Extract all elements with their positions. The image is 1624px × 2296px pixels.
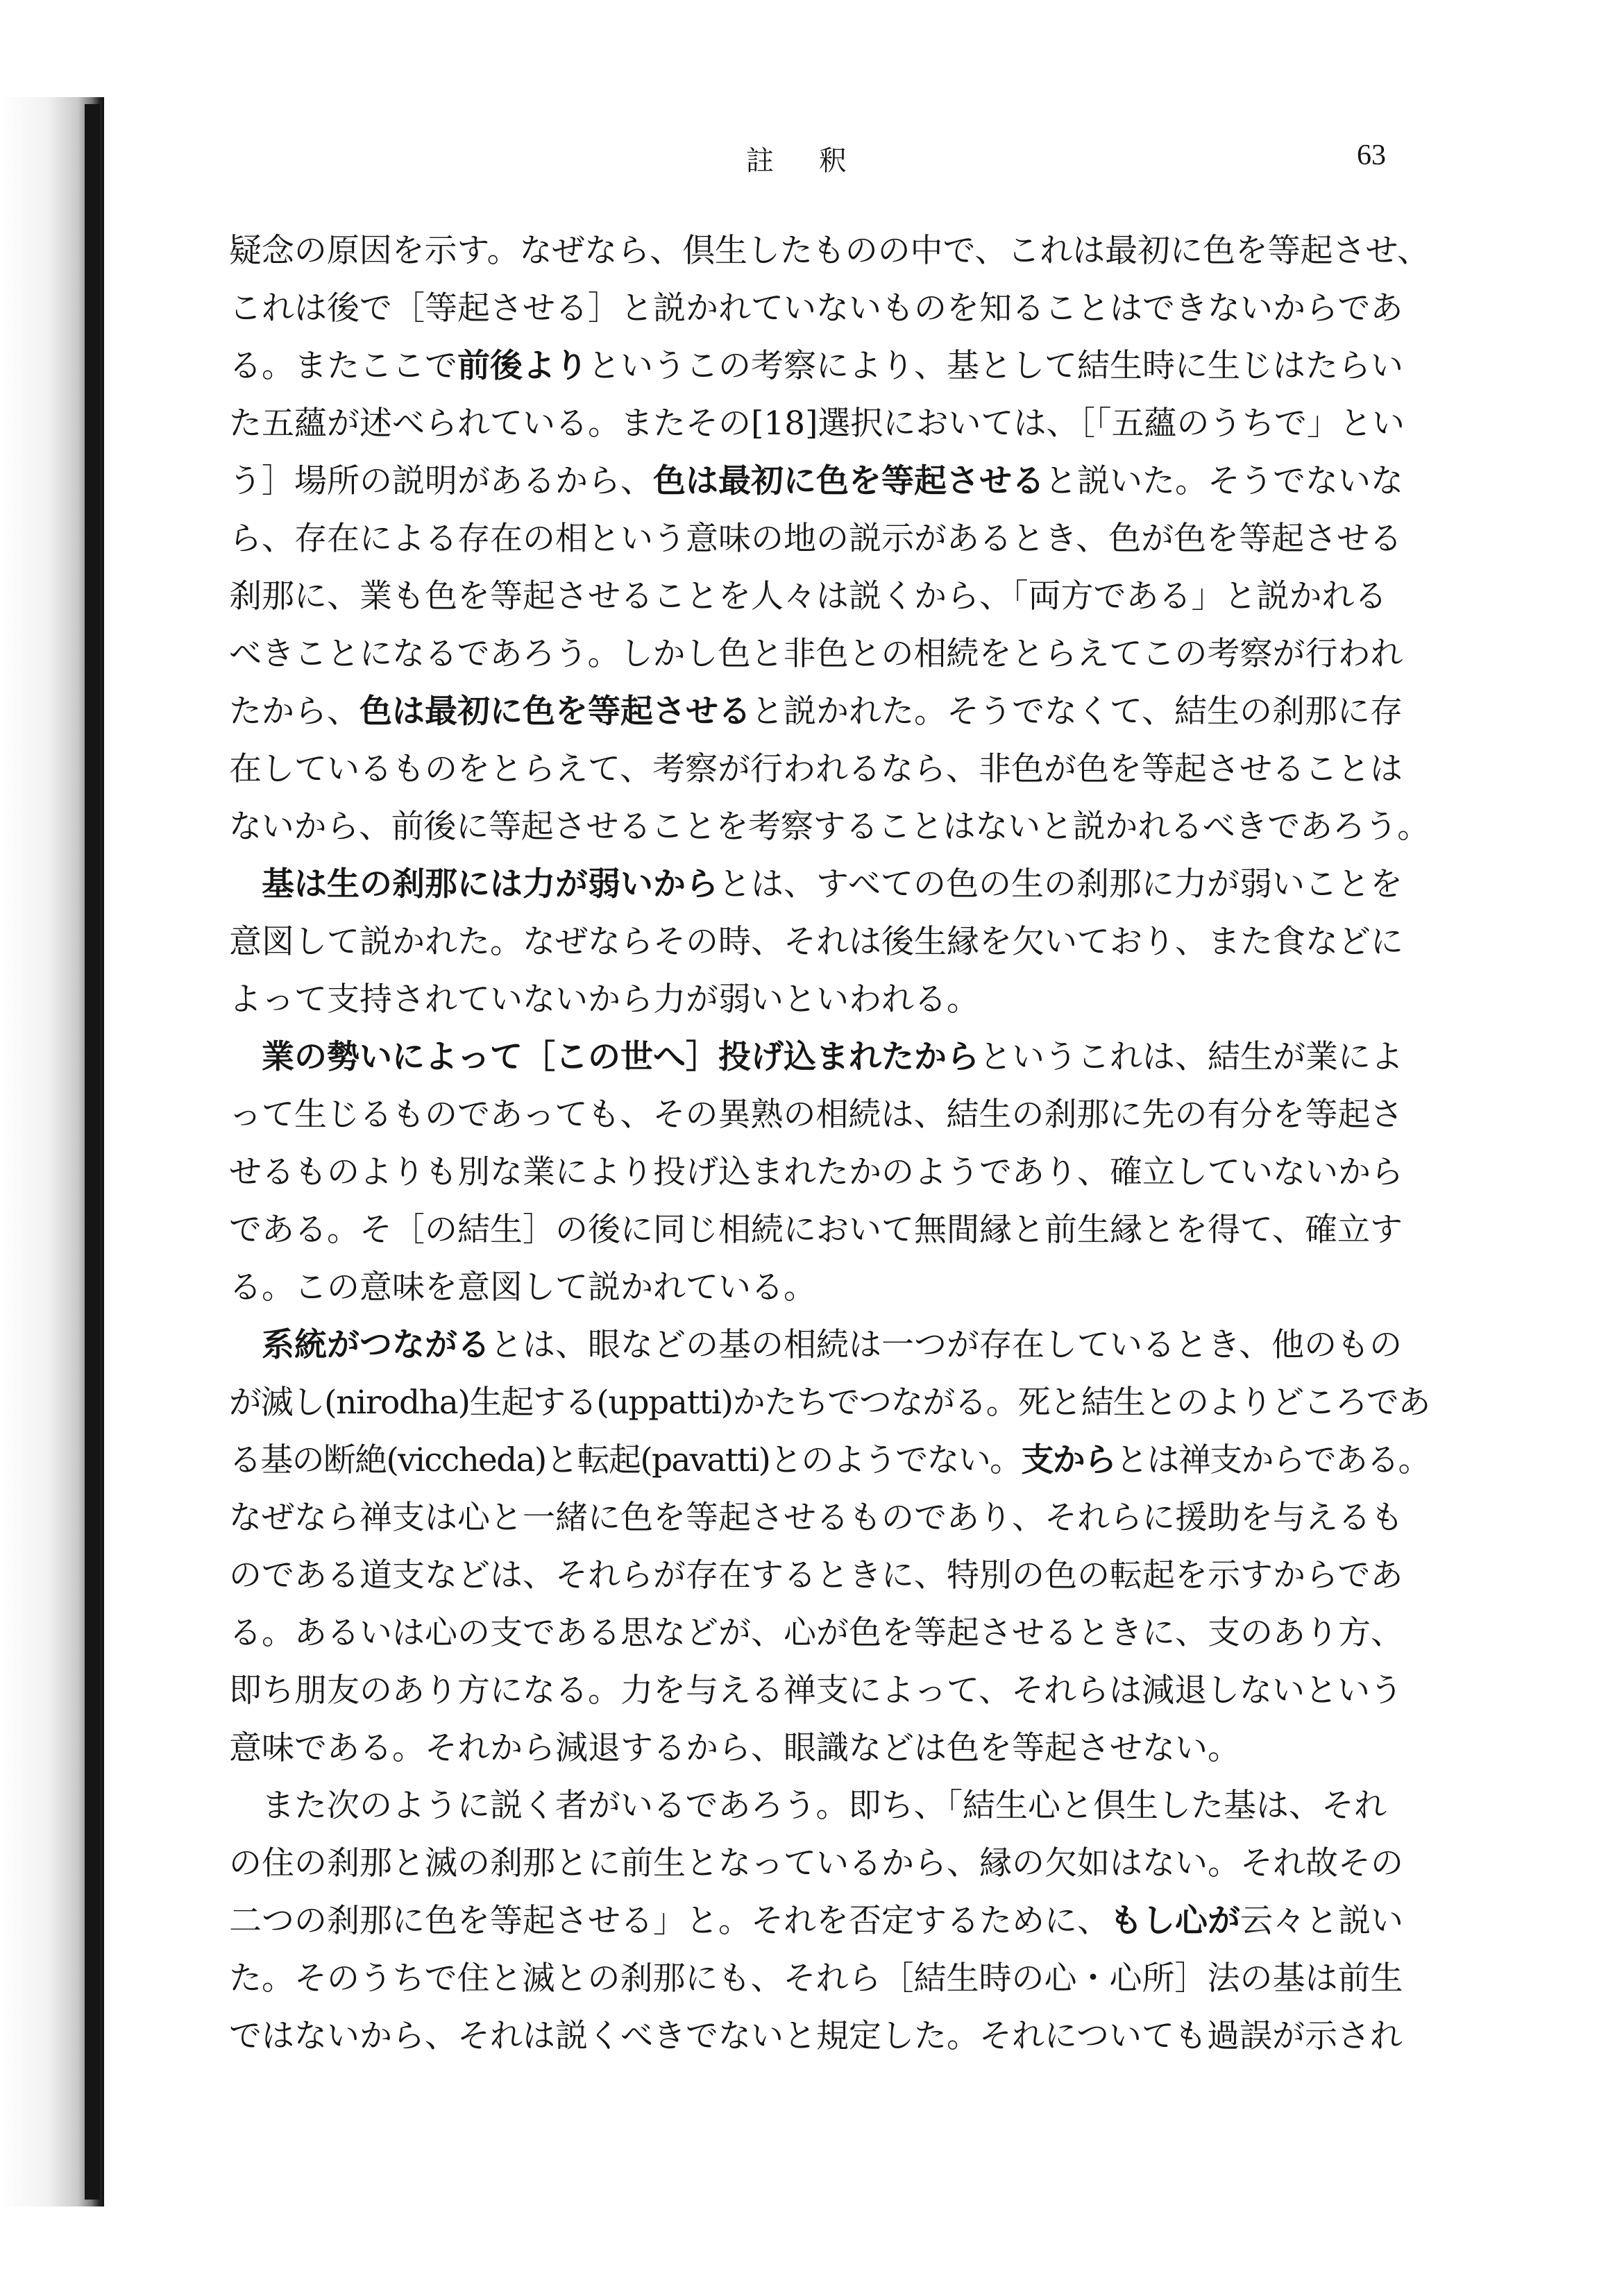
text-segment	[229, 1038, 262, 1076]
text-segment: である。そ［の結生］の後に同じ相続において無間縁と前生縁とを得て、確立す	[229, 1211, 1403, 1249]
text-line	[229, 280, 1430, 337]
text-segment: う］場所の説明があるから、	[229, 462, 653, 500]
text-line	[229, 510, 1430, 568]
text-segment: 意味である。それから減退するから、眼識などは色を等起させない。	[229, 1729, 1240, 1767]
bold-term: 基は生の刹那には力が弱いから	[262, 865, 718, 903]
text-segment: る。この意味を意図して説かれている。	[229, 1268, 816, 1307]
text-line	[229, 222, 1430, 280]
text-line	[229, 625, 1430, 683]
text-segment: 在しているものをとらえて、考察が行われるなら、非色が色を等起させることは	[229, 750, 1403, 788]
text-segment: 二つの刹那に色を等起させる」と。それを否定するために、	[229, 1902, 1110, 1940]
text-line	[229, 1950, 1430, 2007]
text-segment: これは後で［等起させる］と説かれていないものを知ることはできないからであ	[229, 289, 1403, 328]
text-segment: る。またここで	[229, 347, 457, 385]
text-segment: た五蘊が述べられている。またその[18]選択においては、［「五蘊のうちで」とい	[229, 405, 1405, 443]
text-segment: と説かれた。そうでなくて、結生の刹那に存	[751, 692, 1403, 731]
text-line	[229, 1086, 1430, 1143]
text-segment: とは禅支からである。	[1115, 1441, 1430, 1479]
text-segment: ら、存在による存在の相という意味の地の説示があるとき、色が色を等起させる	[229, 520, 1403, 558]
text-segment: 即ち朋友のあり方になる。力を与える禅支によって、それらは減退しないという	[229, 1672, 1403, 1710]
text-line	[229, 1662, 1430, 1719]
text-segment: が滅し(nirodha)生起する(uppatti)かたちでつながる。死と結生とのよりどころであ	[229, 1384, 1430, 1422]
text-segment: とは、すべての色の生の刹那に力が弱いことを	[718, 865, 1403, 903]
text-line	[229, 798, 1430, 856]
text-line	[229, 1719, 1430, 1777]
bold-term: 色は最初に色を等起させる	[653, 462, 1044, 500]
text-segment: また次のように説く者がいるであろう。即ち、「結生心と倶生した基は、それ	[229, 1787, 1387, 1825]
text-line	[229, 856, 1430, 913]
text-line	[229, 1028, 1430, 1086]
bold-term: 業の勢いによって［この世へ］投げ込まれたから	[262, 1038, 979, 1076]
text-line	[229, 1835, 1430, 1892]
text-line	[229, 337, 1430, 395]
text-segment: たから、	[229, 692, 360, 731]
text-line	[229, 1201, 1430, 1259]
text-line	[229, 1431, 1430, 1489]
bold-term: 色は最初に色を等起させる	[360, 692, 751, 731]
text-line	[229, 1489, 1430, 1547]
body-text	[229, 222, 1430, 2065]
text-line	[229, 740, 1430, 798]
text-segment: べきことになるであろう。しかし色と非色との相続をとらえてこの考察が行われ	[229, 635, 1403, 673]
text-line	[229, 1143, 1430, 1201]
text-segment: というこれは、結生が業によ	[979, 1038, 1403, 1076]
text-line	[229, 1892, 1430, 1950]
text-segment: よって支持されていないから力が弱いといわれる。	[229, 980, 979, 1019]
text-line	[229, 395, 1430, 452]
bold-term: 前後より	[457, 347, 588, 385]
text-segment: というこの考察により、基として結生時に生じはたらい	[588, 347, 1403, 385]
bold-term: 系統がつながる	[262, 1326, 490, 1364]
text-line	[229, 1604, 1430, 1662]
bold-term: 支から	[1021, 1441, 1116, 1479]
page-number: 63	[1357, 139, 1386, 171]
text-line	[229, 1316, 1430, 1374]
text-line	[229, 1259, 1430, 1316]
text-segment: なぜなら禅支は心と一緒に色を等起させるものであり、それらに援助を与えるも	[229, 1499, 1403, 1537]
text-line	[229, 1374, 1430, 1431]
text-segment	[229, 865, 262, 903]
text-segment: ないから、前後に等起させることを考察することはないと説かれるべきであろう。	[229, 808, 1430, 846]
text-segment: 疑念の原因を示す。なぜなら、倶生したものの中で、これは最初に色を等起させ、	[229, 232, 1430, 270]
text-segment: のである道支などは、それらが存在するときに、特別の色の転起を示すからであ	[229, 1556, 1403, 1595]
running-head-title: 註 釈	[746, 145, 865, 177]
text-segment: 意図して説かれた。なぜならその時、それは後生縁を欠いており、また食などに	[229, 923, 1403, 961]
text-line	[229, 2007, 1430, 2065]
text-segment: 云々と説い	[1240, 1902, 1403, 1940]
text-line	[229, 1777, 1430, 1835]
text-segment: 刹那に、業も色を等起させることを人々は説くから、「両方である」と説かれる	[229, 577, 1387, 615]
text-segment: って生じるものであっても、その異熟の相続は、結生の刹那に先の有分を等起さ	[229, 1096, 1403, 1134]
text-line	[229, 452, 1430, 510]
text-segment: ではないから、それは説くべきでないと規定した。それについても過誤が示され	[229, 2017, 1403, 2055]
text-segment: せるものよりも別な業により投げ込まれたかのようであり、確立していないから	[229, 1153, 1403, 1191]
text-segment: と説いた。そうでないな	[1044, 462, 1403, 500]
text-line	[229, 971, 1430, 1028]
text-segment: た。そのうちで住と滅との刹那にも、それら［結生時の心・心所］法の基は前生	[229, 1959, 1403, 1998]
text-line	[229, 913, 1430, 971]
text-segment: の住の刹那と滅の刹那とに前生となっているから、縁の欠如はない。それ故その	[229, 1844, 1403, 1882]
text-line	[229, 683, 1430, 740]
text-segment: とは、眼などの基の相続は一つが存在しているとき、他のもの	[490, 1326, 1403, 1364]
text-segment: る。あるいは心の支である思などが、心が色を等起させるときに、支のあり方、	[229, 1614, 1403, 1652]
text-line	[229, 1547, 1430, 1604]
text-segment: る基の断絶(viccheda)と転起(pavatti)とのようでない。	[229, 1441, 1022, 1479]
page-binding-edge	[85, 104, 100, 2200]
bold-term: もし心が	[1110, 1902, 1240, 1940]
text-line	[229, 568, 1430, 625]
text-segment	[229, 1326, 262, 1364]
